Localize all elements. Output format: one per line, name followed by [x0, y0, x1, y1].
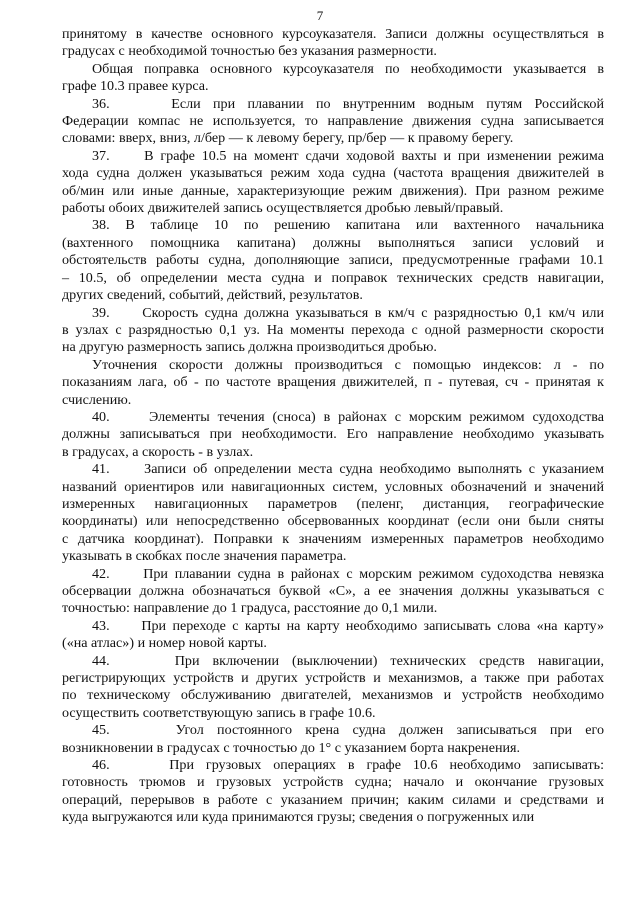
text-line: операций, перерывов в работе с указанием причин; каким силами и средствами и: [62, 791, 604, 808]
paragraph-p45: [62, 722, 604, 757]
text-line: хода судна должен указываться режим хода судна (частота вращения движителей в: [62, 165, 604, 182]
text-line: готовность трюмов и грузовых устройств судна; начало и окончание грузовых: [62, 774, 604, 791]
text-line: работы обоих движителей запись осуществляется дробью левый/правый.: [62, 200, 504, 217]
paragraph-p1: [62, 26, 604, 61]
paragraph-p37: [62, 148, 604, 218]
text-line: должны записываться при необходимости. Его направление необходимо указывать: [62, 426, 604, 443]
text-line: счислению.: [62, 391, 132, 408]
text-line: показаниям лага, об - по частоте вращения движителей, п - путевая, сч - принятая к: [62, 374, 604, 391]
text-line: («на атлас») и номер новой карты.: [62, 635, 267, 652]
paragraph-p43: [62, 618, 604, 653]
text-line: обстоятельств работы судна, дополняющие записи, предусмотренные графами 10.1: [62, 252, 604, 269]
text-line: точностью: направление до 1 градуса, расстояние до 0,1 мили.: [62, 600, 438, 617]
text-line: с датчика координат). Поправки к значениям измеренных параметров необходимо: [62, 530, 604, 547]
text-line: Уточнения скорости должны производиться с помощью индексов: л - по: [92, 356, 604, 373]
paragraph-p38: [62, 217, 604, 304]
text-line: по техническому обслуживанию двигателей, механизмов и устройств необходимо: [62, 687, 604, 704]
paragraph-p42: [62, 566, 604, 618]
text-line: 41. Записи об определении места судна необходимо выполнять с указанием: [92, 461, 604, 478]
paragraph-p40: [62, 409, 604, 461]
text-line: графе 10.3 правее курса.: [62, 78, 209, 95]
text-line: – 10.5, об определении места судна и поправок технических средств навигации,: [62, 269, 604, 286]
text-line: куда выгружаются или куда принимаются грузы; сведения о погруженных или: [62, 809, 535, 826]
text-line: 46. При грузовых операциях в графе 10.6 необходимо записывать:: [92, 757, 604, 774]
text-line: Федерации компас не используется, то направление движения судна записывается: [62, 113, 604, 130]
paragraph-p46: [62, 757, 604, 827]
text-line: измеренных навигационных параметров (пеленг, дистанция, географические: [62, 495, 604, 512]
text-line: 44. При включении (выключении) технических средств навигации,: [92, 652, 604, 669]
text-line: 43. При переходе с карты на карту необходимо записывать слова «на карту»: [92, 617, 604, 634]
text-line: на другую размерность запись должна производиться дробью.: [62, 339, 437, 356]
text-line: других сведений, событий, действий, результатов.: [62, 287, 363, 304]
text-line: указывать в скобках после значения параметра.: [62, 548, 347, 565]
text-line: 45. Угол постоянного крена судна должен записываться при его: [92, 722, 604, 739]
document-body: [62, 26, 604, 827]
text-line: Общая поправка основного курсоуказателя по необходимости указывается в: [92, 60, 604, 77]
text-line: обсервации должна обозначаться буквой «С», а ее значения должны указываться с: [62, 583, 604, 599]
text-line: координаты) или непосредственно обсервованных координат (если они были сняты: [62, 513, 604, 530]
text-line: градусах с необходимой точностью без указания размерности.: [62, 43, 437, 60]
text-line: 37. В графе 10.5 на момент сдачи ходовой вахты и при изменении режима: [92, 147, 604, 164]
text-line: в узлах с разрядностью 0,1 уз. На моменты перехода с одной размерности скорости: [62, 321, 604, 338]
paragraph-p39: [62, 305, 604, 357]
text-line: в градусах, а скорость - в узлах.: [62, 443, 254, 460]
text-line: возникновении в градусах с точностью до 1° с указанием борта накренения.: [62, 739, 521, 756]
paragraph-p2: [62, 61, 604, 96]
text-line: (вахтенного помощника капитана) должны выполняться записи условий и: [62, 234, 604, 251]
paragraph-p44: [62, 653, 604, 723]
text-line: 42. При плавании судна в районах с морским режимом судоходства невязка: [92, 565, 604, 582]
text-line: 36. Если при плавании по внутренним водным путям Российской: [92, 95, 604, 112]
page-number: 7: [316, 8, 324, 23]
text-line: 40. Элементы течения (сноса) в районах с морским режимом судоходства: [92, 408, 604, 425]
text-line: осуществить соответствующую запись в графе 10.6.: [62, 704, 376, 721]
paragraph-p41: [62, 461, 604, 565]
paragraph-p36: [62, 96, 604, 148]
text-line: об/мин или иные данные, характеризующие режим движения). При разном режиме: [62, 182, 604, 199]
text-line: принятому в качестве основного курсоуказателя. Записи должны осуществляться в: [62, 26, 604, 42]
text-line: названий ориентиров или навигационных систем, условных обозначений и значений: [62, 478, 604, 495]
text-line: 39. Скорость судна должна указываться в км/ч с разрядностью 0,1 км/ч или: [92, 304, 604, 321]
text-line: словами: вверх, вниз, л/бер — к левому берегу, пр/бер — к правому берегу.: [62, 130, 514, 147]
text-line: регистрирующих устройств и других устройств и механизмов, а также при работах: [62, 670, 604, 687]
paragraph-p39b: [62, 357, 604, 409]
text-line: 38. В таблице 10 по решению капитана или вахтенного начальника: [92, 217, 604, 234]
